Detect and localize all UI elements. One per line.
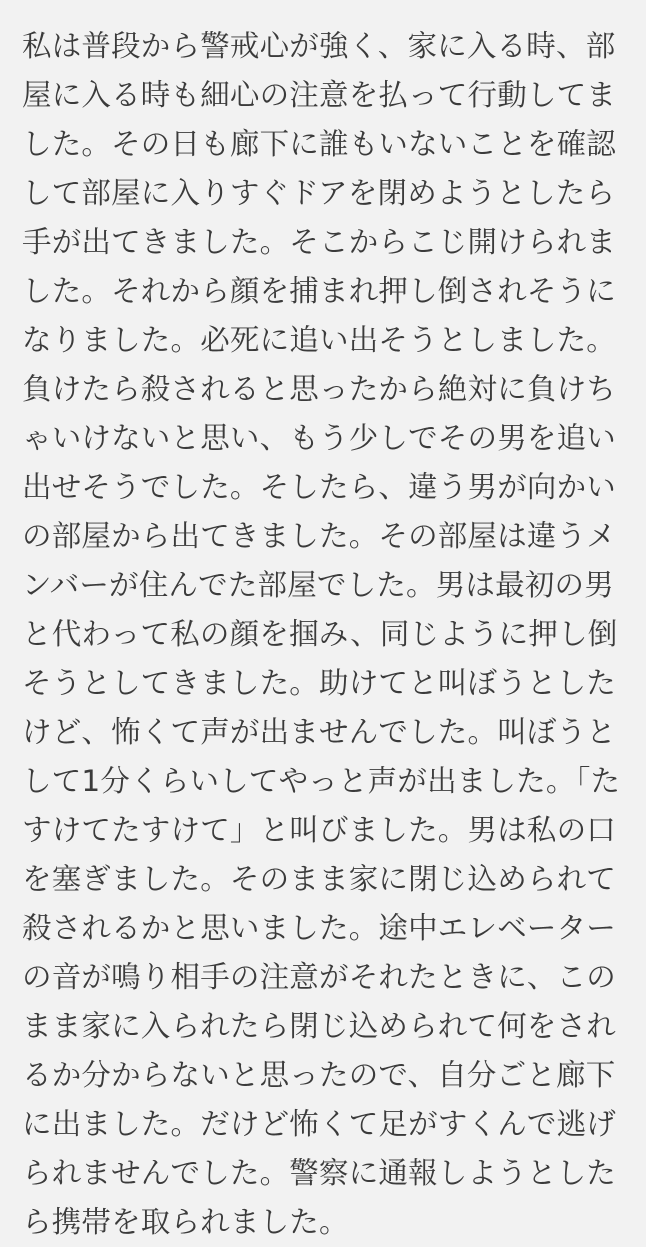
document-body-text: 私は普段から警戒心が強く、家に入る時、部屋に入る時も細心の注意を払って行動してました。その日も廊下に誰もいないことを確認して部屋に入りすぐドアを閉めようとしたら手が出てきました。そこからこじ開けられました。それから顔を捕まれ押し倒されそうになりました。必死に追い出そうとしました。負けたら殺されると思ったから絶対に負けちゃいけないと思い、もう少しでその男を追い出せそうでした。そしたら、違う男が向かいの部屋から出てきました。その部屋は違うメンバーが住んでた部屋でした。男は最初の男と代わって私の顔を掴み、同じように押し倒そうとしてきました。助けてと叫ぼうとしたけど、怖くて声が出ませんでした。叫ぼうとして1分くらいしてやっと声が出ました。「たすけてたすけて」と叫びました。男は私の口を塞ぎました。そのまま家に閉じ込められて殺されるかと思いました。途中エレベーターの音が鳴り相手の注意がそれたときに、このまま家に入られたら閉じ込められて何をされるか分からないと思ったので、自分ごと廊下に出ました。だけど怖くて足がすくんで逃げられませんでした。警察に通報しようとしたら携帯を取られました。 [22,29,621,1239]
